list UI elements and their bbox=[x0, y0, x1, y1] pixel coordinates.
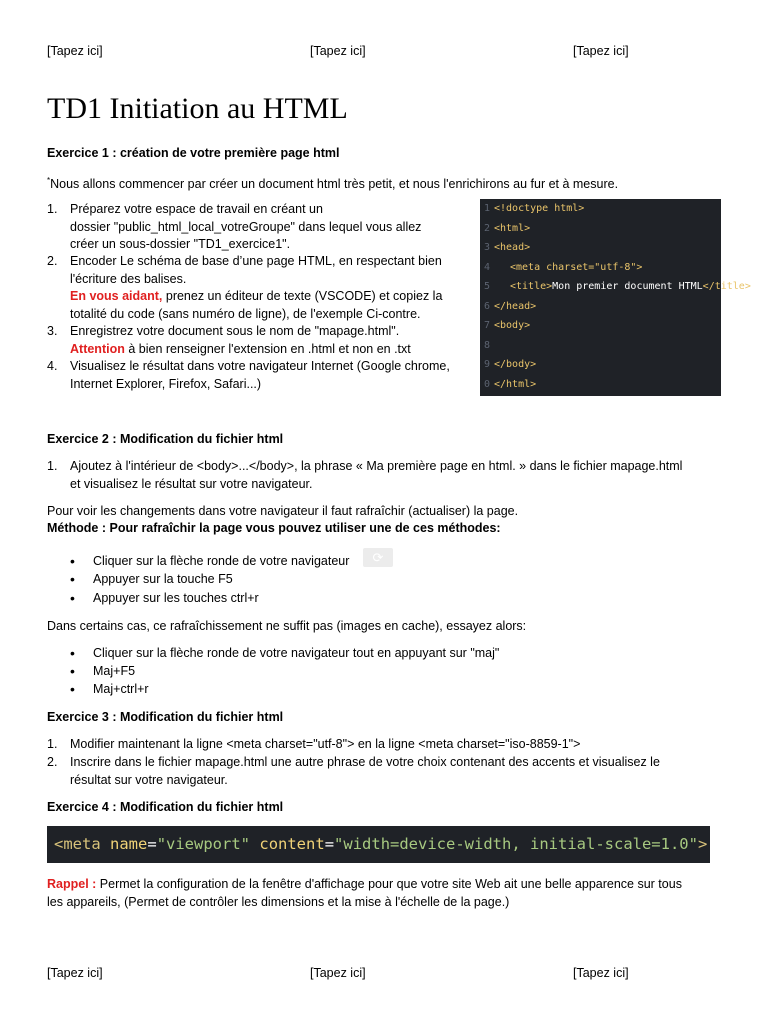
ex3-num-1: 1. bbox=[47, 737, 58, 751]
ex1-step-3-line bbox=[70, 341, 411, 359]
ex1-step-2-line: l'écriture des balises. bbox=[70, 271, 187, 286]
emphasis-red: En vous aidant, bbox=[70, 289, 163, 303]
code-line bbox=[480, 277, 751, 297]
bullet-text: Maj+F5 bbox=[93, 664, 136, 678]
rappel-label: Rappel : bbox=[47, 877, 97, 891]
code-text: Mon premier document HTML bbox=[552, 281, 703, 292]
bullet-text: Maj+ctrl+r bbox=[93, 682, 149, 696]
rappel-text: Permet la configuration de la fenêtre d'affichage pour que votre site Web ait une belle apparence sur tous bbox=[96, 877, 682, 891]
ex1-step-4-line: Visualisez le résultat dans votre navigateur Internet (Google chrome, bbox=[70, 359, 450, 373]
bullet-text: Appuyer sur la touche F5 bbox=[93, 572, 233, 586]
code-line bbox=[480, 199, 721, 219]
ex1-step-1-line: dossier "public_html_local_votreGroupe" dans lequel vous allez bbox=[70, 219, 422, 234]
ex2-paragraph-2: Dans certains cas, ce rafraîchissement ne suffit pas (images en cache), essayez alors: bbox=[47, 619, 527, 633]
ex2-step-1 bbox=[70, 458, 682, 493]
footer-right: [Tapez ici] bbox=[573, 966, 629, 980]
line-number: 3 bbox=[483, 242, 491, 253]
code-tag: <html> bbox=[494, 222, 531, 234]
bullet-text: Cliquer sur la flèche ronde de votre navigateur tout en appuyant sur "maj" bbox=[93, 646, 500, 660]
bullet-text: Appuyer sur les touches ctrl+r bbox=[93, 591, 259, 605]
code-line bbox=[480, 238, 721, 258]
code-eq: = bbox=[324, 835, 335, 853]
line-number: 0 bbox=[483, 378, 491, 390]
bullet: • bbox=[70, 681, 75, 697]
ex3-heading: Exercice 3 : Modification du fichier html bbox=[47, 710, 284, 724]
ex1-step-1-line: créer un sous-dossier "TD1_exercice1". bbox=[70, 237, 291, 251]
ex1-num-3: 3. bbox=[47, 324, 58, 338]
code-example bbox=[480, 199, 751, 396]
ex2-paragraph: Pour voir les changements dans votre navigateur il faut rafraîchir (actualiser) la page. bbox=[47, 504, 519, 518]
ex3-num-2: 2. bbox=[47, 755, 58, 769]
ex1-step-2-line: Encoder Le schéma de base d’une page HTML, en respectant bien bbox=[70, 254, 442, 268]
ex1-step-1-line: Préparez votre espace de travail en créant un bbox=[70, 202, 323, 216]
code-string: "viewport" bbox=[156, 835, 251, 853]
code-tag: <!doctype html> bbox=[494, 203, 585, 214]
footer-left: [Tapez ici] bbox=[47, 966, 103, 980]
ex1-step-2 bbox=[70, 253, 442, 323]
code-tag: > bbox=[697, 835, 708, 853]
bullet: • bbox=[70, 590, 75, 606]
code-tag: <title> bbox=[510, 281, 553, 292]
line-number: 2 bbox=[483, 222, 491, 234]
code-tag: </html> bbox=[494, 378, 537, 390]
code-line bbox=[480, 355, 721, 375]
ex3-step-2 bbox=[70, 754, 660, 789]
code-attr: name bbox=[110, 835, 148, 853]
footer-center: [Tapez ici] bbox=[310, 966, 366, 980]
ex1-step-2-text: prenez un éditeur de texte (VSCODE) et copiez la bbox=[162, 289, 443, 303]
code-tag: </title> bbox=[702, 281, 751, 292]
ex4-rappel-line bbox=[47, 876, 682, 894]
ex2-step-1-line: Ajoutez à l'intérieur de <body>...</body>, la phrase « Ma première page en html. » dans le fichier mapage.html bbox=[70, 459, 683, 473]
ex1-num-2: 2. bbox=[47, 254, 58, 268]
ex2-step-1-line: et visualisez le résultat sur votre navigateur. bbox=[70, 476, 313, 491]
ex1-intro-text: Nous allons commencer par créer un document html très petit, et nous l'enrichirons au fur et à mesure. bbox=[50, 177, 619, 192]
code-line bbox=[480, 258, 721, 278]
ex1-step-3-text: à bien renseigner l'extension en .html et non en .txt bbox=[124, 341, 411, 356]
code-line bbox=[480, 219, 721, 239]
ex4-rappel-line: les appareils, (Permet de contrôler les dimensions et la mise à l'échelle de la page.) bbox=[47, 894, 510, 909]
ex1-step-4-line: Internet Explorer, Firefox, Safari...) bbox=[70, 376, 262, 391]
code-tag: <body> bbox=[494, 320, 531, 331]
refresh-icon: ⟳ bbox=[363, 548, 393, 567]
ex4-rappel bbox=[47, 876, 682, 911]
code-string: "width=device-width, initial-scale=1.0" bbox=[334, 835, 698, 853]
ex1-step-1 bbox=[70, 201, 421, 254]
bullet: • bbox=[70, 663, 75, 679]
line-number: 8 bbox=[483, 339, 491, 351]
emphasis-red: Attention bbox=[70, 341, 125, 356]
ex3-step-1: Modifier maintenant la ligne <meta charset="utf-8"> en la ligne <meta charset="iso-8859-1"> bbox=[70, 737, 581, 751]
line-number: 4 bbox=[483, 261, 491, 273]
header-center: [Tapez ici] bbox=[310, 44, 366, 58]
line-number: 7 bbox=[483, 320, 491, 331]
code-eq: = bbox=[147, 835, 157, 853]
intro-mark: * bbox=[47, 176, 51, 185]
code-line bbox=[480, 297, 721, 317]
ex4-heading: Exercice 4 : Modification du fichier html bbox=[47, 800, 284, 814]
ex2-num-1: 1. bbox=[47, 459, 58, 473]
code-tag: </body> bbox=[494, 359, 537, 370]
bullet: • bbox=[70, 645, 75, 661]
code-line bbox=[480, 375, 721, 395]
ex1-heading: Exercice 1 : création de votre première page html bbox=[47, 146, 340, 160]
bullet: • bbox=[70, 553, 75, 569]
header-right: [Tapez ici] bbox=[573, 44, 629, 58]
ex1-intro bbox=[47, 172, 618, 194]
bullet: • bbox=[70, 571, 75, 587]
code-attr: content bbox=[259, 835, 325, 853]
ex1-step-2-line bbox=[70, 288, 442, 306]
line-number: 9 bbox=[483, 359, 491, 370]
line-number: 5 bbox=[483, 281, 491, 292]
code-tag: <meta charset="utf-8"> bbox=[510, 261, 643, 273]
code-line bbox=[480, 336, 721, 356]
ex1-step-4 bbox=[70, 358, 450, 393]
ex2-methode: Méthode : Pour rafraîchir la page vous pouvez utiliser une de ces méthodes: bbox=[47, 521, 501, 535]
ex1-num-4: 4. bbox=[47, 359, 58, 373]
ex1-step-3 bbox=[70, 323, 411, 358]
line-number: 1 bbox=[483, 203, 491, 214]
code-snippet bbox=[47, 826, 710, 863]
code-tag: </head> bbox=[494, 300, 537, 312]
bullet-text: Cliquer sur la flèche ronde de votre navigateur bbox=[93, 554, 350, 568]
ex3-step-2-line: résultat sur votre navigateur. bbox=[70, 772, 228, 787]
code-line bbox=[480, 316, 721, 336]
ex2-heading: Exercice 2 : Modification du fichier html bbox=[47, 432, 284, 446]
line-number: 6 bbox=[483, 300, 491, 312]
ex1-step-2-line: totalité du code (sans numéro de ligne), de l'exemple Ci-contre. bbox=[70, 306, 421, 321]
ex1-num-1: 1. bbox=[47, 202, 58, 216]
code-tag: <head> bbox=[494, 242, 531, 253]
ex3-step-2-line: Inscrire dans le fichier mapage.html une autre phrase de votre choix contenant des accents et visualisez le bbox=[70, 755, 660, 769]
ex1-step-3-line: Enregistrez votre document sous le nom de "mapage.html". bbox=[70, 324, 400, 338]
page-title: TD1 Initiation au HTML bbox=[47, 92, 348, 125]
code-tag: <meta bbox=[54, 835, 101, 853]
header-left: [Tapez ici] bbox=[47, 44, 103, 58]
